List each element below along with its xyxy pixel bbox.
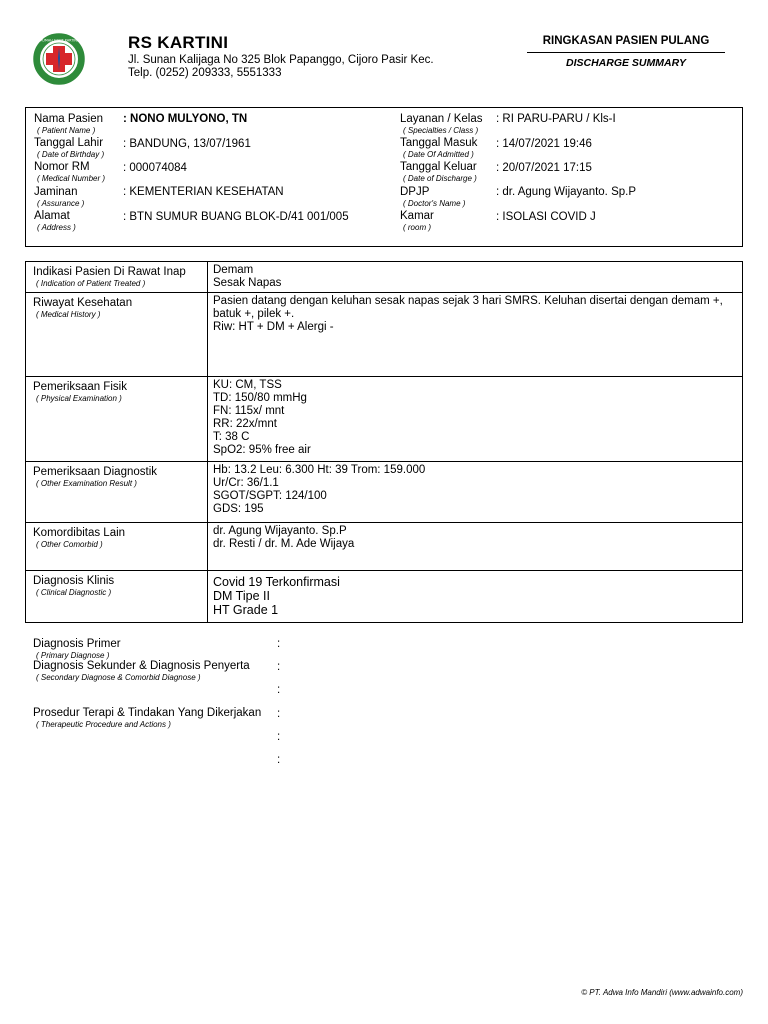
primary-diagnosis-value: : <box>277 638 281 650</box>
row-label: Pemeriksaan Fisik ( Physical Examination ) <box>26 377 208 462</box>
admit-value: : 14/07/2021 19:46 <box>496 138 592 150</box>
dpjp-value: : dr. Agung Wijayanto. Sp.P <box>496 186 636 198</box>
logo-text: RUMAH SAKIT KARTINI <box>40 38 78 43</box>
dpjp-field: DPJP ( Doctor's Name ) <box>400 186 466 208</box>
indication-row <box>26 262 743 293</box>
physical-row <box>26 377 743 462</box>
hospital-address <box>128 54 434 80</box>
procedure-value-3: : <box>277 754 281 766</box>
service-value: : RI PARU-PARU / Kls-I <box>496 113 616 125</box>
clinical-diagnosis-row <box>26 571 743 623</box>
secondary-diagnosis-value: : <box>277 661 281 673</box>
row-value: Demam Sesak Napas <box>208 262 743 293</box>
address-field: Alamat ( Address ) <box>34 210 76 232</box>
address-value: : BTN SUMUR BUANG BLOK-D/41 001/005 <box>123 211 349 223</box>
insurance-value: : KEMENTERIAN KESEHATAN <box>123 186 284 198</box>
row-value: Hb: 13.2 Leu: 6.300 Ht: 39 Trom: 159.000 Ur/Cr: 36/1.1 SGOT/SGPT: 124/100 GDS: 195 <box>208 462 743 523</box>
title-divider <box>527 52 725 53</box>
clinical-table <box>25 261 743 623</box>
row-label: Diagnosis Klinis ( Clinical Diagnostic ) <box>26 571 208 623</box>
row-label: Komordibitas Lain ( Other Comorbid ) <box>26 523 208 571</box>
patient-name-value: : NONO MULYONO, TN <box>123 113 248 125</box>
document-subtitle: DISCHARGE SUMMARY <box>566 57 686 69</box>
discharge-value: : 20/07/2021 17:15 <box>496 162 592 174</box>
phone-line: Telp. (0252) 209333, 5551333 <box>128 67 282 79</box>
row-value: Covid 19 Terkonfirmasi DM Tipe II HT Grade 1 <box>208 571 743 623</box>
rm-value: : 000074084 <box>123 162 187 174</box>
diagnostic-row <box>26 462 743 523</box>
patient-info-box <box>25 107 743 247</box>
comorbid-row <box>26 523 743 571</box>
procedure-value-2: : <box>277 731 281 743</box>
row-value: dr. Agung Wijayanto. Sp.P dr. Resti / dr. M. Ade Wijaya <box>208 523 743 571</box>
insurance-field: Jaminan ( Assurance ) <box>34 186 85 208</box>
secondary-diagnosis-label: Diagnosis Sekunder & Diagnosis Penyerta ( Secondary Diagnose & Comorbid Diagnose ) <box>33 660 250 682</box>
procedure-label: Prosedur Terapi & Tindakan Yang Dikerjakan ( Therapeutic Procedure and Actions ) <box>33 707 262 729</box>
row-value: Pasien datang dengan keluhan sesak napas sejak 3 hari SMRS. Keluhan disertai dengan demam +, batuk +, pilek +. Riw: HT + DM + Alergi - <box>208 293 743 377</box>
address-line: Jl. Sunan Kalijaga No 325 Blok Papanggo, Cijoro Pasir Kec. <box>128 54 434 66</box>
row-label: Riwayat Kesehatan ( Medical History ) <box>26 293 208 377</box>
secondary-diagnosis-value-2: : <box>277 684 281 696</box>
document-title: RINGKASAN PASIEN PULANG <box>542 35 710 47</box>
discharge-field: Tanggal Keluar ( Date of Discharge ) <box>400 161 477 183</box>
hospital-logo <box>33 33 85 85</box>
row-label: Pemeriksaan Diagnostik ( Other Examination Result ) <box>26 462 208 523</box>
procedure-value: : <box>277 708 281 720</box>
copyright-footer: © PT. Adwa Info Mandiri (www.adwainfo.com) <box>581 988 743 997</box>
primary-diagnosis-label: Diagnosis Primer ( Primary Diagnose ) <box>33 638 121 660</box>
rm-field: Nomor RM ( Medical Number ) <box>34 161 106 183</box>
service-field: Layanan / Kelas ( Specialties / Class ) <box>400 113 483 135</box>
row-label: Indikasi Pasien Di Rawat Inap ( Indication of Patient Treated ) <box>26 262 208 293</box>
hospital-name: RS KARTINI <box>128 33 229 52</box>
history-row <box>26 293 743 377</box>
patient-name-field: Nama Pasien ( Patient Name ) <box>34 113 104 135</box>
admit-field: Tanggal Masuk ( Date Of Admitted ) <box>400 137 478 159</box>
room-field: Kamar ( room ) <box>400 210 434 232</box>
room-value: : ISOLASI COVID J <box>496 211 596 223</box>
dob-field: Tanggal Lahir ( Date of Birthday ) <box>34 137 105 159</box>
dob-value: : BANDUNG, 13/07/1961 <box>123 138 251 150</box>
row-value: KU: CM, TSS TD: 150/80 mmHg FN: 115x/ mnt RR: 22x/mnt T: 38 C SpO2: 95% free air <box>208 377 743 462</box>
